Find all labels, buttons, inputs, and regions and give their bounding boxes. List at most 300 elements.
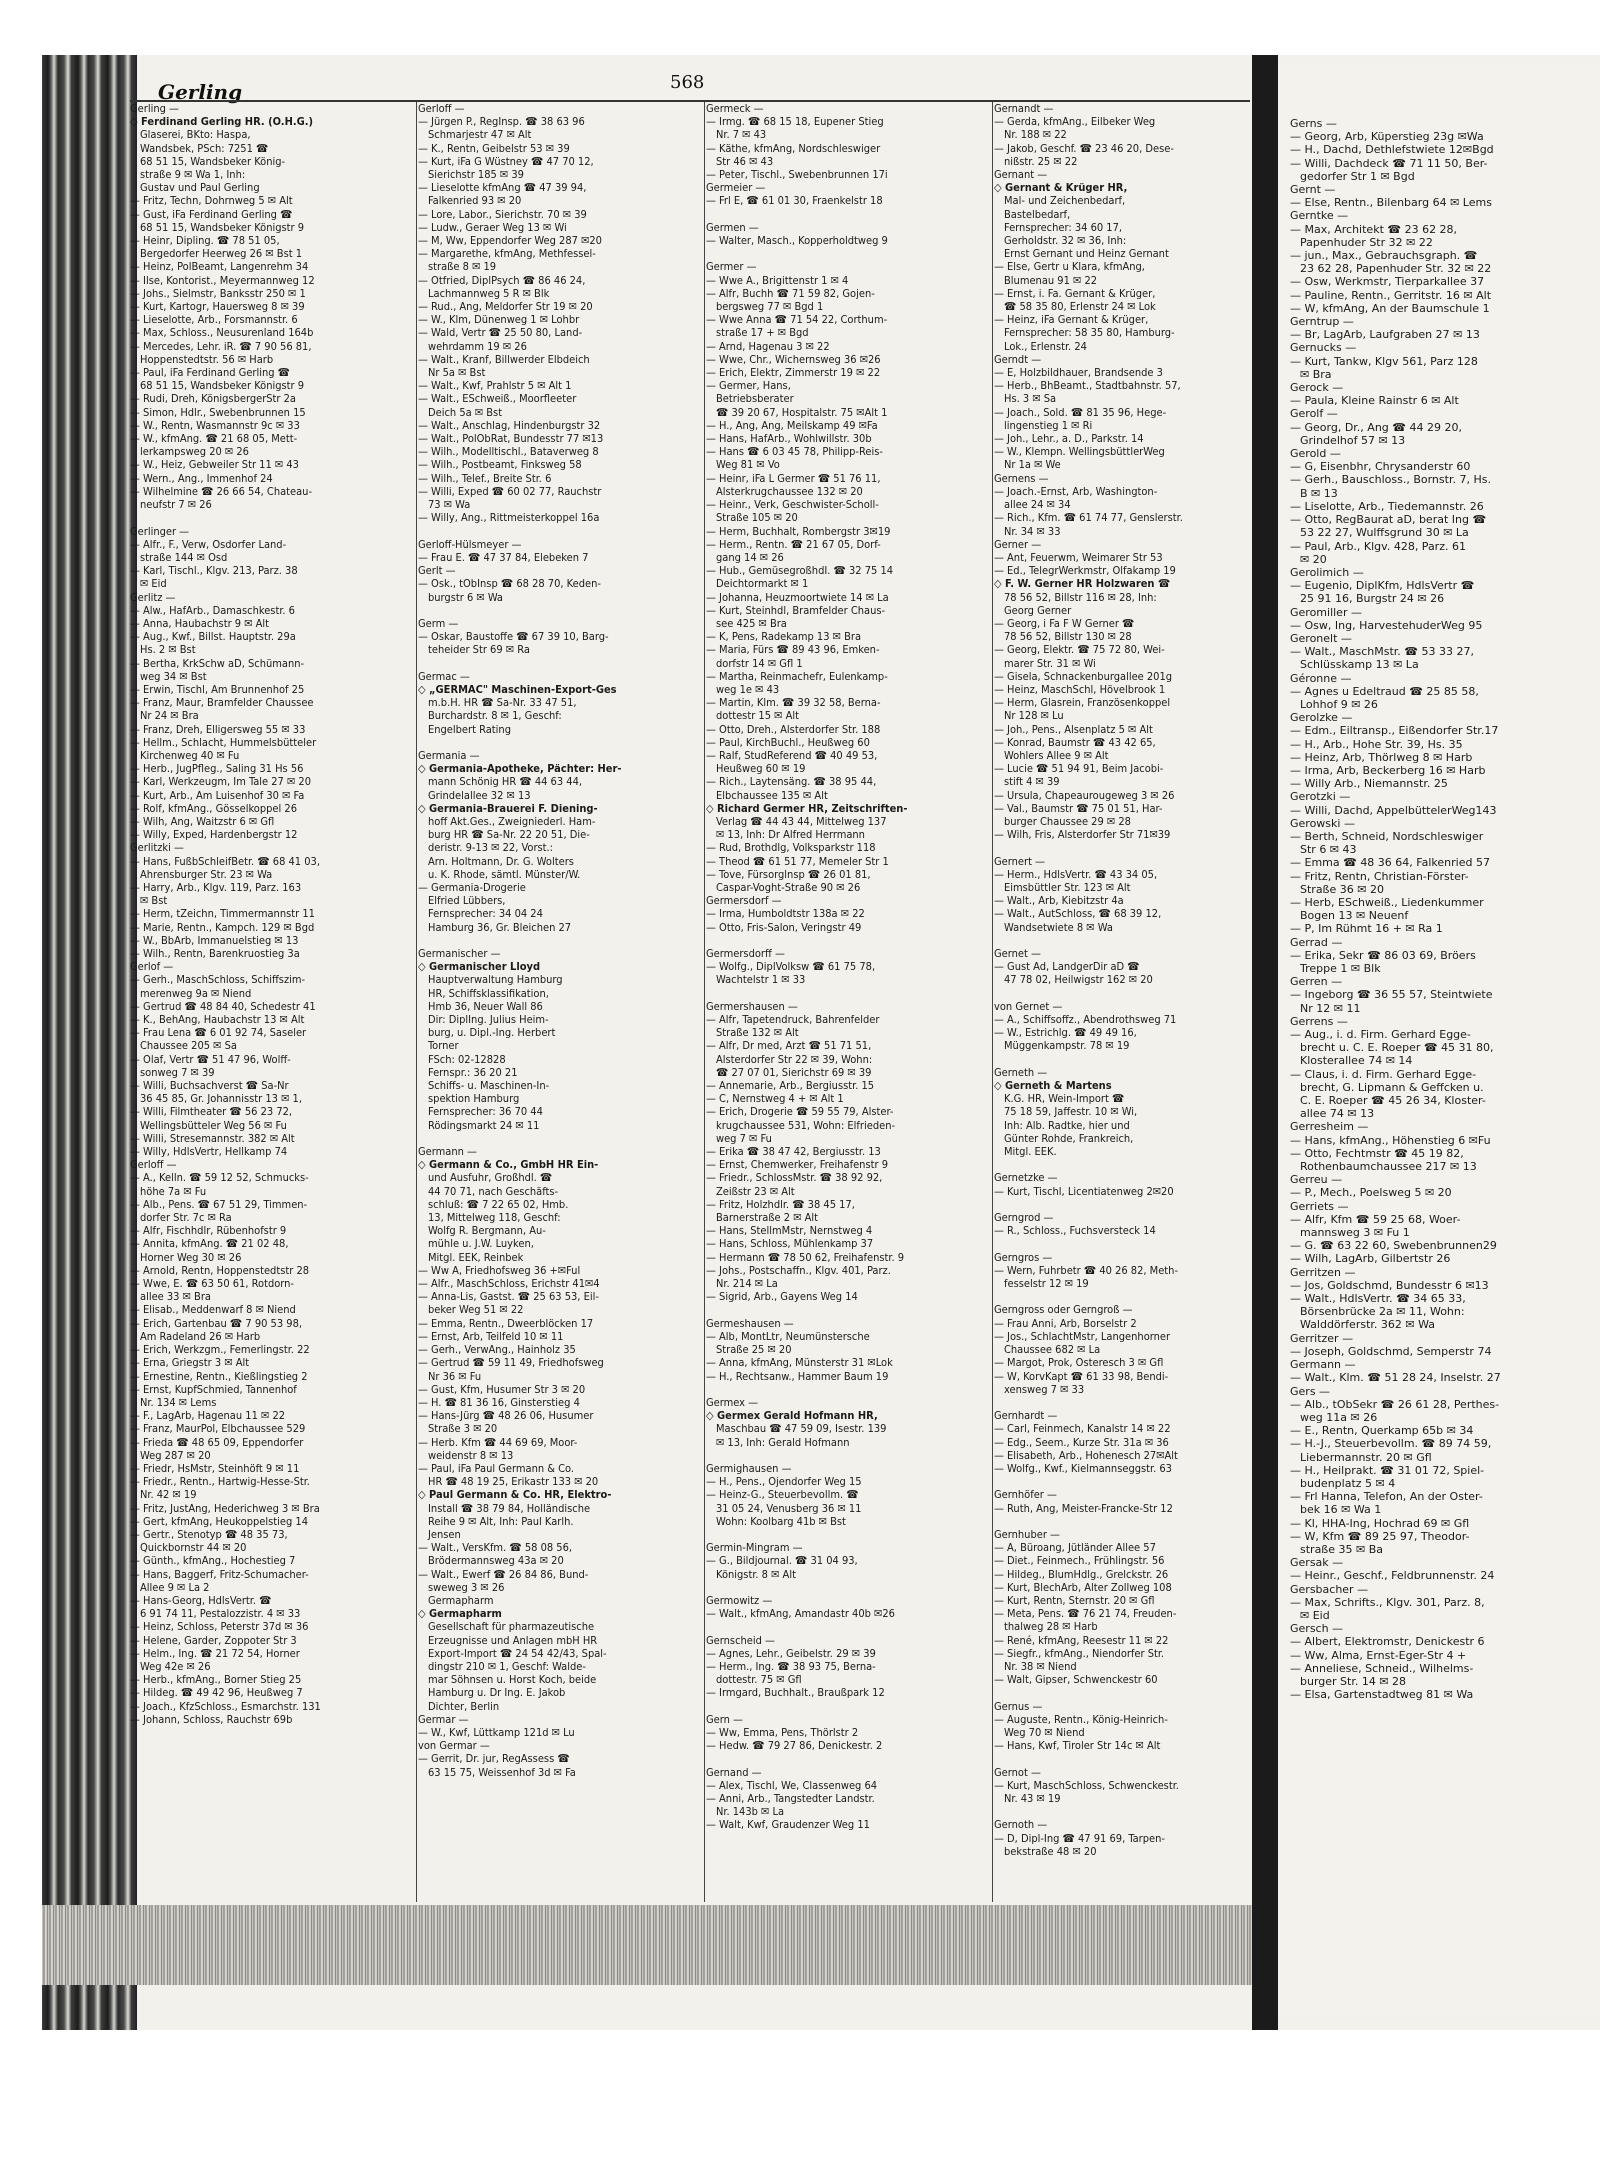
directory-line: Gernot — xyxy=(994,1765,1041,1779)
directory-line xyxy=(994,1752,1279,1765)
directory-line: Glaserei, BKto: Haspa, xyxy=(140,128,251,142)
directory-line: m.b.H. HR ☎ Sa-Nr. 33 47 51, xyxy=(428,696,577,710)
directory-line: — Agnes, Lehr., Geibelstr. 29 ✉ 39 xyxy=(706,1646,876,1660)
directory-line: — Irmgard, Buchhalt., Braußpark 12 xyxy=(706,1686,885,1700)
binding-text xyxy=(48,135,78,695)
directory-line: Weg 81 ✉ Vo xyxy=(716,458,780,472)
directory-line: — Willy, Ang., Rittmeisterkoppel 16a xyxy=(418,511,600,525)
directory-line: Fernsprecher: 34 60 17, xyxy=(1004,220,1123,234)
directory-line: Germania — xyxy=(418,748,480,762)
directory-line: Geronelt — xyxy=(1290,631,1352,645)
directory-line: — Elsa, Gartenstadtweg 81 ✉ Wa xyxy=(1290,1688,1474,1702)
directory-line: — Osw, Ing, HarvestehuderWeg 95 xyxy=(1290,618,1483,632)
directory-line: — Alfr, Tapetendruck, Bahrenfelder xyxy=(706,1013,880,1027)
directory-line: — Georg, Dr., Ang ☎ 44 29 20, xyxy=(1290,420,1462,434)
directory-line: Gustav und Paul Gerling xyxy=(140,181,260,195)
directory-line: — Val., Baumstr ☎ 75 01 51, Har- xyxy=(994,801,1163,815)
directory-line: gedorfer Str 1 ✉ Bgd xyxy=(1300,169,1415,183)
directory-line: Caspar-Voght-Straße 90 ✉ 26 xyxy=(716,880,861,894)
directory-line: von Gernet — xyxy=(994,999,1063,1013)
directory-line: — Johann, Schloss, Rauchstr 69b xyxy=(130,1712,293,1726)
directory-line: Nr. 134 ✉ Lems xyxy=(140,1395,217,1409)
directory-line xyxy=(130,511,415,524)
directory-line: Gerold — xyxy=(1290,447,1341,461)
directory-line: — Wwe Anna ☎ 71 54 22, Corthum- xyxy=(706,313,888,327)
directory-line: — Tove, Fürsorglnsp ☎ 26 01 81, xyxy=(706,867,871,881)
directory-line: Maschbau ☎ 47 59 09, Isestr. 139 xyxy=(716,1422,887,1436)
directory-line: Alsterdorfer Str 22 ✉ 39, Wohn: xyxy=(716,1052,873,1066)
directory-line: Gerloff — xyxy=(130,1158,177,1172)
directory-line: straße 144 ✉ Osd xyxy=(140,550,228,564)
directory-line: — Wilh, Ang, Waitzstr 6 ✉ Gfl xyxy=(130,814,275,828)
directory-line: Gernhöfer — xyxy=(994,1488,1057,1502)
running-head-name: Gerling xyxy=(158,80,243,104)
directory-line: — Walt., PolObRat, Bundesstr 77 ✉13 xyxy=(418,432,604,446)
directory-line: — Anna-Lis, Gastst. ☎ 25 63 53, Eil- xyxy=(418,1290,599,1304)
directory-line: — Otto, Fris-Salon, Veringstr 49 xyxy=(706,920,862,934)
directory-line: ☎ 58 35 80, Erlenstr 24 ✉ Lok xyxy=(1004,300,1156,314)
directory-line: — Kurt, iFa G Wüstney ☎ 47 70 12, xyxy=(418,154,594,168)
directory-line: — Carl, Feinmech, Kanalstr 14 ✉ 22 xyxy=(994,1422,1171,1436)
directory-line: — Georg, Elektr. ☎ 75 72 80, Wei- xyxy=(994,643,1165,657)
directory-line: — Ilse, Kontorist., Meyermannweg 12 xyxy=(130,273,315,287)
directory-line: Brödermannsweg 43a ✉ 20 xyxy=(428,1554,564,1568)
directory-line: — Alfr, Dr med, Arzt ☎ 51 71 51, xyxy=(706,1039,872,1053)
directory-line: — Rud, Brothdlg, Volksparkstr 118 xyxy=(706,841,876,855)
directory-line: 78 56 52, Billstr 116 ✉ 28, Inh: xyxy=(1004,590,1157,604)
directory-line: neufstr 7 ✉ 26 xyxy=(140,498,212,512)
directory-line: — E., Rentn, Querkamp 65b ✉ 34 xyxy=(1290,1424,1474,1438)
directory-line: — Willy, HdlsVertr, Hellkamp 74 xyxy=(130,1145,288,1159)
directory-line: — Walt., VersKfm. ☎ 58 08 56, xyxy=(418,1541,573,1555)
directory-line: — Walter, Masch., Kopperholdtweg 9 xyxy=(706,234,888,248)
directory-line: — R., Schloss., Fuchsversteck 14 xyxy=(994,1224,1156,1238)
directory-line: Gerlt — xyxy=(418,564,456,578)
directory-line: Hs. 2 ✉ Bst xyxy=(140,643,196,657)
directory-line xyxy=(994,1158,1279,1171)
directory-line: — Edg., Seem., Kurze Str. 31a ✉ 36 xyxy=(994,1435,1169,1449)
directory-line: höhe 7a ✉ Fu xyxy=(140,1184,207,1198)
directory-line: — Irma, Arb, Beckerberg 16 ✉ Harb xyxy=(1290,763,1486,777)
directory-line: — Agnes u Edeltraud ☎ 25 85 58, xyxy=(1290,684,1479,698)
directory-line: — Marie, Rentn., Kampch. 129 ✉ Bgd xyxy=(130,920,315,934)
directory-line: — Pauline, Rentn., Gerritstr. 16 ✉ Alt xyxy=(1290,288,1492,302)
directory-line: — Emma ☎ 48 36 64, Falkenried 57 xyxy=(1290,856,1490,870)
directory-line: Gerriets — xyxy=(1290,1199,1349,1213)
directory-line: — Hedw. ☎ 79 27 86, Denickestr. 2 xyxy=(706,1739,883,1753)
directory-line: — Heinr, Dipling. ☎ 78 51 05, xyxy=(130,234,280,248)
directory-line: 25 91 16, Burgstr 24 ✉ 26 xyxy=(1300,592,1445,606)
directory-line: — Herb., kfmAng., Borner Stieg 25 xyxy=(130,1673,302,1687)
directory-line: — Gertrud ☎ 48 84 40, Schedestr 41 xyxy=(130,999,316,1013)
directory-line: — Ludw., Geraer Weg 13 ✉ Wi xyxy=(418,220,567,234)
directory-line: — W., Heiz, Gebweiler Str 11 ✉ 43 xyxy=(130,458,299,472)
directory-line: — Germania-Drogerie xyxy=(418,880,526,894)
directory-line xyxy=(418,525,703,538)
directory-line: — Max, Schloss., Neusurenland 164b xyxy=(130,326,314,340)
directory-line: 13, Mittelweg 118, Geschf: xyxy=(428,1211,561,1225)
directory-line: u. K. Rhode, sämtl. Münster/W. xyxy=(428,867,581,881)
directory-line: — Franz, Dreh, Elligersweg 55 ✉ 33 xyxy=(130,722,306,736)
directory-line: — W, Kfm ☎ 89 25 97, Theodor- xyxy=(1290,1529,1470,1543)
directory-line: straße 8 ✉ 19 xyxy=(428,260,497,274)
directory-line: ◇ Germapharm xyxy=(418,1607,502,1621)
directory-line: — Paul, iFa Paul Germann & Co. xyxy=(418,1461,575,1475)
directory-line: — Ernst, i. Fa. Gernant & Krüger, xyxy=(994,286,1156,300)
directory-line: 68 51 15, Wandsbeker Königstr 9 xyxy=(140,220,305,234)
directory-line: Walddörferstr. 362 ✉ Wa xyxy=(1300,1318,1436,1332)
directory-line: — Hans, Schloss, Mühlenkamp 37 xyxy=(706,1237,874,1251)
directory-line: — Otto, Dreh., Alsterdorfer Str. 188 xyxy=(706,722,881,736)
directory-line: Mitgl. EEK, Reinbek xyxy=(428,1250,524,1264)
directory-line: Hs. 3 ✉ Sa xyxy=(1004,392,1057,406)
directory-line: — W, KorvKapt ☎ 61 33 98, Bendi- xyxy=(994,1369,1169,1383)
directory-line: und Ausfuhr, Großhdl. ☎ xyxy=(428,1171,553,1185)
directory-line: burger Chaussee 29 ✉ 28 xyxy=(1004,814,1131,828)
directory-line: — Gertr., Stenotyp ☎ 48 35 73, xyxy=(130,1527,288,1541)
directory-line: Quickbornstr 44 ✉ 20 xyxy=(140,1541,247,1555)
directory-line: Nr. 214 ✉ La xyxy=(716,1277,778,1291)
directory-line: 23 62 28, Papenhuder Str. 32 ✉ 22 xyxy=(1300,262,1492,276)
directory-line: Germersdorff — xyxy=(706,947,785,960)
directory-line: Nr. 188 ✉ 22 xyxy=(1004,128,1067,142)
directory-line: — Walt., AutSchloss, ☎ 68 39 12, xyxy=(994,907,1162,921)
directory-line: — Hans-Georg, HdlsVertr. ☎ xyxy=(130,1593,272,1607)
directory-line: — P., Mech., Poelsweg 5 ✉ 20 xyxy=(1290,1186,1452,1200)
directory-line: burg HR ☎ Sa-Nr. 22 20 51, Die- xyxy=(428,828,590,842)
directory-line: Liebermannstr. 20 ✉ Gfl xyxy=(1300,1450,1432,1464)
directory-line: Barnerstraße 2 ✉ Alt xyxy=(716,1211,819,1225)
directory-line: 78 56 52, Billstr 130 ✉ 28 xyxy=(1004,630,1132,644)
directory-line: beker Weg 51 ✉ 22 xyxy=(428,1303,524,1317)
directory-line: — Fritz, JustAng, Hederichweg 3 ✉ Bra xyxy=(130,1501,320,1515)
directory-line: dottestr. 75 ✉ Gfl xyxy=(716,1673,802,1687)
directory-line: Heußweg 60 ✉ 19 xyxy=(716,762,806,776)
directory-line: Germapharm xyxy=(428,1593,494,1607)
directory-line: — W, kfmAng, An der Baumschule 1 xyxy=(1290,301,1490,315)
directory-line: — Paul, Arb., Klgv. 428, Parz. 61 xyxy=(1290,539,1466,553)
directory-line: — Johs., Sielmstr, Banksstr 250 ✉ 1 xyxy=(130,286,306,300)
directory-line: — Martha, Reinmachefr, Eulenkamp- xyxy=(706,669,888,683)
directory-line xyxy=(418,934,703,947)
directory-line: — Rich., Kfm. ☎ 61 74 77, Genslerstr. xyxy=(994,511,1183,525)
directory-line: burger Str. 14 ✉ 28 xyxy=(1300,1674,1407,1688)
directory-line: — Hans-Jürg ☎ 48 26 06, Husumer xyxy=(418,1409,594,1423)
directory-line: — Herm., Ing. ☎ 38 93 75, Berna- xyxy=(706,1659,876,1673)
directory-line: — Paula, Kleine Rainstr 6 ✉ Alt xyxy=(1290,394,1459,408)
directory-line: Gernandt — xyxy=(994,102,1054,115)
directory-line: — Mercedes, Lehr. iR. ☎ 7 90 56 81, xyxy=(130,339,312,353)
directory-line: Elbchaussee 135 ✉ Alt xyxy=(716,788,828,802)
directory-line: 36 45 85, Gr. Johannisstr 13 ✉ 1, xyxy=(140,1092,302,1106)
directory-line: Wellingsbütteler Weg 56 ✉ Fu xyxy=(140,1118,287,1132)
directory-line: — Ursula, Chapeaurougeweg 3 ✉ 26 xyxy=(994,788,1175,802)
directory-line: ◇ Paul Germann & Co. HR, Elektro- xyxy=(418,1488,612,1502)
directory-line: — Frau Lena ☎ 6 01 92 74, Saseler xyxy=(130,1026,307,1040)
directory-line: — Diet., Feinmech., Frühlingstr. 56 xyxy=(994,1554,1165,1568)
directory-line: straße 17 + ✉ Bgd xyxy=(716,326,809,340)
directory-line: Gerneth — xyxy=(994,1065,1048,1079)
directory-line: — Erwin, Tischl, Am Brunnenhof 25 xyxy=(130,682,305,696)
directory-line: — Heinz-G., Steuerbevollm. ☎ xyxy=(706,1488,859,1502)
directory-line: Straße 3 ✉ 20 xyxy=(428,1422,498,1436)
directory-line: sweweg 3 ✉ 26 xyxy=(428,1580,505,1594)
directory-line: — Alb, MontLtr, Neumünstersche xyxy=(706,1329,870,1343)
directory-line: — Heinr., Geschf., Feldbrunnenstr. 24 xyxy=(1290,1569,1495,1583)
directory-line: — Wolfg., DiplVolksw ☎ 61 75 78, xyxy=(706,960,876,974)
directory-line: Gerloff — xyxy=(418,102,465,115)
directory-line: — Olaf, Vertr ☎ 51 47 96, Wolff- xyxy=(130,1052,291,1066)
directory-line: — Alfr., F., Verw, Osdorfer Land- xyxy=(130,537,287,551)
directory-line: Germen — xyxy=(706,220,759,234)
directory-line: Gernand — xyxy=(706,1765,762,1779)
directory-line xyxy=(706,987,991,1000)
directory-line: — Wald, Vertr ☎ 25 50 80, Land- xyxy=(418,326,583,340)
directory-line: — Wwe, Chr., Wichernsweg 36 ✉26 xyxy=(706,352,881,366)
directory-line: 68 51 15, Wandsbeker König- xyxy=(140,154,286,168)
directory-line: — Helm., Ing. ☎ 21 72 54, Horner xyxy=(130,1646,300,1660)
directory-line: — Walt., Klm. ☎ 51 28 24, Inselstr. 27 xyxy=(1290,1371,1501,1385)
directory-line: Nr 5a ✉ Bst xyxy=(428,366,486,380)
directory-line: — Gertrud ☎ 59 11 49, Friedhofsweg xyxy=(418,1356,604,1370)
directory-line: — Max, Schrifts., Klgv. 301, Parz. 8, xyxy=(1290,1595,1485,1609)
directory-line: — Willy Arb., Niemannstr. 25 xyxy=(1290,777,1448,791)
directory-line: — C, Nernstweg 4 + ✉ Alt 1 xyxy=(706,1092,844,1106)
directory-line xyxy=(418,604,703,617)
directory-line: — Alfr, Fischhdlr, Rübenhofstr 9 xyxy=(130,1224,287,1238)
directory-line: ◇ Germann & Co., GmbH HR Ein- xyxy=(418,1158,599,1172)
directory-line: — W., Klempn. WellingsbüttlerWeg xyxy=(994,445,1165,459)
directory-line: Erzeugnisse und Anlagen mbH HR xyxy=(428,1633,598,1647)
directory-line: Nr. 34 ✉ 33 xyxy=(1004,524,1061,538)
directory-line: lerkampsweg 20 ✉ 26 xyxy=(140,445,249,459)
directory-line: Nr. 143b ✉ La xyxy=(716,1805,785,1819)
directory-line: — Edm., Eiltransp., Eißendorfer Str.17 xyxy=(1290,724,1499,738)
directory-line: bek 16 ✉ Wa 1 xyxy=(1300,1503,1382,1517)
directory-line: — Peter, Tischl., Swebenbrunnen 17i xyxy=(706,168,888,182)
directory-line: — D, Dipl-Ing ☎ 47 91 69, Tarpen- xyxy=(994,1831,1165,1845)
directory-line: — Walt., Anschlag, Hindenburgstr 32 xyxy=(418,418,601,432)
directory-line: — Hellm., Schlacht, Hummelsbütteler xyxy=(130,735,317,749)
directory-line: — René, kfmAng, Reesestr 11 ✉ 22 xyxy=(994,1633,1169,1647)
directory-line: — Friedr., SchlossMstr. ☎ 38 92 92, xyxy=(706,1171,883,1185)
directory-line: ◇ Germanischer Lloyd xyxy=(418,960,541,974)
directory-line: 63 15 75, Weissenhof 3d ✉ Fa xyxy=(428,1765,576,1779)
directory-line: — Ruth, Ang, Meister-Francke-Str 12 xyxy=(994,1501,1173,1515)
directory-line: Arn. Holtmann, Dr. G. Wolters xyxy=(428,854,574,868)
directory-line: — Kurt, Tischl, Licentiatenweg 2✉20 xyxy=(994,1184,1174,1198)
directory-line: — Kurt, Tankw, Klgv 561, Parz 128 xyxy=(1290,354,1478,368)
directory-line: Install ☎ 38 79 84, Holländische xyxy=(428,1501,591,1515)
directory-line: ✉ Eid xyxy=(1300,1608,1330,1622)
directory-line: — Herm, Glasrein, Französenkoppel xyxy=(994,696,1171,710)
directory-line: Germann — xyxy=(1290,1358,1356,1372)
directory-line: — Lore, Labor., Sierichstr. 70 ✉ 39 xyxy=(418,207,587,221)
directory-line: — Siegfr., kfmAng., Niendorfer Str. xyxy=(994,1646,1165,1660)
directory-line: Hoppenstedtstr. 56 ✉ Harb xyxy=(140,352,274,366)
directory-line: mühle u. J.W. Luyken, xyxy=(428,1237,534,1251)
directory-line: — Hans, Kwf, Tiroler Str 14c ✉ Alt xyxy=(994,1739,1161,1753)
directory-line xyxy=(994,1237,1279,1250)
directory-line: Straße 25 ✉ 20 xyxy=(716,1343,792,1357)
directory-line xyxy=(706,1383,991,1396)
directory-line: — Anneliese, Schneid., Wilhelms- xyxy=(1290,1661,1474,1675)
column-divider xyxy=(416,102,417,1902)
directory-line: sonweg 7 ✉ 39 xyxy=(140,1065,215,1079)
directory-line: Ernst Gernant und Heinz Gernant xyxy=(1004,247,1169,261)
directory-line: marer Str. 31 ✉ Wi xyxy=(1004,656,1096,670)
directory-column-3 xyxy=(706,102,991,1912)
directory-line: Gerrens — xyxy=(1290,1014,1348,1028)
directory-line: ◇ Ferdinand Gerling HR. (O.H.G.) xyxy=(130,115,314,129)
directory-line: — Emma, Rentn., Dweerblöcken 17 xyxy=(418,1316,594,1330)
directory-line: — W., Estrichlg. ☎ 49 49 16, xyxy=(994,1026,1137,1040)
directory-line: — H., Rechtsanw., Hammer Baum 19 xyxy=(706,1369,889,1383)
directory-line: Fernsprecher: 34 04 24 xyxy=(428,907,543,921)
directory-line: ☎ 27 07 01, Sierichstr 69 ✉ 39 xyxy=(716,1065,872,1079)
directory-line: — Joach.-Ernst, Arb, Washington- xyxy=(994,484,1158,498)
directory-line: — Joach., KfzSchloss., Esmarchstr. 131 xyxy=(130,1699,321,1713)
directory-line: C. E. Roeper ☎ 45 26 34, Kloster- xyxy=(1300,1094,1486,1108)
directory-line: Germer — xyxy=(706,260,757,274)
directory-line: — Kurt, Arb., Am Luisenhof 30 ✉ Fa xyxy=(130,788,305,802)
directory-line: Gerlof — xyxy=(130,960,174,974)
directory-line: — Walt., kfmAng, Amandastr 40b ✉26 xyxy=(706,1607,895,1621)
directory-line: — W., Klm, Dünenweg 1 ✉ Lohbr xyxy=(418,313,580,327)
directory-line: Burchardstr. 8 ✉ 1, Geschf: xyxy=(428,709,562,723)
directory-line: Inh: Alb. Radtke, hier und xyxy=(1004,1118,1130,1132)
directory-line: Germighausen — xyxy=(706,1461,792,1475)
directory-line: — Gerh., Bauschloss., Bornstr. 7, Hs. xyxy=(1290,473,1491,487)
directory-line: — Fritz, Techn, Dohrnweg 5 ✉ Alt xyxy=(130,194,293,208)
directory-line: — F., LagArb, Hagenau 11 ✉ 22 xyxy=(130,1409,286,1423)
directory-line: brecht u. C. E. Roeper ☎ 45 31 80, xyxy=(1300,1041,1494,1055)
directory-line: — Claus, i. d. Firm. Gerhard Egge- xyxy=(1290,1067,1477,1081)
directory-line: — Hans, HafArb., Wohlwillstr. 30b xyxy=(706,432,872,446)
directory-line: Mitgl. EEK. xyxy=(1004,1145,1057,1159)
directory-line: Germar — xyxy=(418,1712,469,1726)
directory-line: — Walt, Kwf, Graudenzer Weg 11 xyxy=(706,1818,870,1832)
directory-line: — Liselotte, Arb., Tiedemannstr. 26 xyxy=(1290,499,1484,513)
directory-line: ◇ Germex Gerald Hofmann HR, xyxy=(706,1409,878,1423)
directory-line: — Alw., HafArb., Damaschkestr. 6 xyxy=(130,603,295,617)
directory-line: — Frieda ☎ 48 65 09, Eppendorfer xyxy=(130,1435,304,1449)
directory-line: — Oskar, Baustoffe ☎ 67 39 10, Barg- xyxy=(418,630,609,644)
directory-line: — H., Arb., Hohe Str. 39, Hs. 35 xyxy=(1290,737,1463,751)
directory-line: Gerolimich — xyxy=(1290,565,1364,579)
directory-line: — Herb., BhBeamt., Stadtbahnstr. 57, xyxy=(994,379,1181,393)
directory-line: Gernscheid — xyxy=(706,1633,775,1647)
directory-line: — Kurt, Rentn, Sternstr. 20 ✉ Gfl xyxy=(994,1593,1155,1607)
directory-line: Chaussee 205 ✉ Sa xyxy=(140,1039,237,1053)
directory-line: — Johs., Postschaffn., Klgv. 401, Parz. xyxy=(706,1263,891,1277)
directory-line: — K., Rentn, Geibelstr 53 ✉ 39 xyxy=(418,141,570,155)
directory-line xyxy=(994,841,1279,854)
directory-line: ✉ 13, Inh: Dr Alfred Herrmann xyxy=(716,828,865,842)
directory-line: Gers — xyxy=(1290,1384,1331,1398)
directory-line: — Annita, kfmAng. ☎ 21 02 48, xyxy=(130,1237,289,1251)
directory-line: — Alfr., MaschSchloss, Erichstr 41✉4 xyxy=(418,1277,600,1291)
directory-line: Engelbert Rating xyxy=(428,722,511,736)
directory-line: ◇ Germania-Apotheke, Pächter: Her- xyxy=(418,762,622,776)
directory-line: — Hans, StellmMstr, Nernstweg 4 xyxy=(706,1224,873,1238)
directory-line: — Max, Architekt ☎ 23 62 28, xyxy=(1290,222,1458,236)
directory-line: Germowitz — xyxy=(706,1593,773,1607)
directory-line: 53 22 27, Wulffsgrund 30 ✉ La xyxy=(1300,526,1469,540)
directory-line: weidenstr 8 ✉ 13 xyxy=(428,1448,514,1462)
page-number: 568 xyxy=(670,72,705,93)
directory-line: ✉ Bst xyxy=(140,894,168,908)
directory-line: — Alfr, Buchh ☎ 71 59 82, Gojen- xyxy=(706,286,875,300)
directory-line: — Käthe, kfmAng, Nordschleswiger xyxy=(706,141,881,155)
directory-line: Géronne — xyxy=(1290,671,1352,685)
directory-line: dingstr 210 ✉ 1, Geschf: Walde- xyxy=(428,1659,586,1673)
directory-line xyxy=(994,1686,1279,1699)
directory-line: — M, Ww, Eppendorfer Weg 287 ✉20 xyxy=(418,234,602,248)
directory-line: — H., Ang, Ang, Meilskamp 49 ✉Fa xyxy=(706,418,878,432)
directory-line: K.G. HR, Wein-Import ☎ xyxy=(1004,1092,1125,1106)
directory-line xyxy=(706,208,991,221)
directory-line: Gerholdstr. 32 ✉ 36, Inh: xyxy=(1004,234,1127,248)
directory-line: Weg 42e ✉ 26 xyxy=(140,1659,211,1673)
directory-line: Nr 1a ✉ We xyxy=(1004,458,1061,472)
directory-line: — Walt., HdlsVertr. ☎ 34 65 33, xyxy=(1290,1292,1466,1306)
directory-line: — Joach., Sold. ☎ 81 35 96, Hege- xyxy=(994,405,1167,419)
directory-line: deristr. 9-13 ✉ 22, Vorst.: xyxy=(428,841,554,855)
directory-line: Eimsbüttler Str. 123 ✉ Alt xyxy=(1004,880,1131,894)
directory-line: — Aug., Kwf., Billst. Hauptstr. 29a xyxy=(130,630,296,644)
directory-column-4 xyxy=(994,102,1279,1912)
directory-line: — Gust, Kfm, Husumer Str 3 ✉ 20 xyxy=(418,1382,586,1396)
directory-line: Gerlitzki — xyxy=(130,841,184,855)
directory-line: — Auguste, Rentn., König-Heinrich- xyxy=(994,1712,1168,1726)
directory-line: Nr 36 ✉ Fu xyxy=(428,1369,482,1383)
directory-line: Nr 24 ✉ Bra xyxy=(140,709,199,723)
directory-line: — H.-J., Steuerbevollm. ☎ 89 74 59, xyxy=(1290,1437,1492,1451)
directory-line: — Maria, Fürs ☎ 89 43 96, Emken- xyxy=(706,643,880,657)
directory-line: — Willi, Dachd, AppelbüttelerWeg143 xyxy=(1290,803,1497,817)
directory-line xyxy=(994,1290,1279,1303)
directory-line: — Alb., Pens. ☎ 67 51 29, Timmen- xyxy=(130,1197,308,1211)
directory-line: Gerritzen — xyxy=(1290,1265,1356,1279)
directory-line: Wolfg R. Bergmann, Au- xyxy=(428,1224,546,1238)
directory-line: Germann — xyxy=(418,1145,477,1159)
directory-line: — Hans, Baggerf, Fritz-Schumacher- xyxy=(130,1567,309,1581)
directory-line: — Hub., GemüsegroßhdI. ☎ 32 75 14 xyxy=(706,564,894,578)
directory-line: — Frau E. ☎ 47 37 84, Elebeken 7 xyxy=(418,550,589,564)
directory-line: Gerlitz — xyxy=(130,590,176,604)
directory-line xyxy=(706,1700,991,1713)
directory-line: — Ernst, KupfSchmied, Tannenhof xyxy=(130,1382,297,1396)
directory-line: Gerolzke — xyxy=(1290,711,1353,725)
directory-line: Gerolf — xyxy=(1290,407,1338,421)
directory-line: Gernet — xyxy=(994,947,1041,960)
directory-line: Dir: DiplIng. Julius Heim- xyxy=(428,1013,549,1027)
directory-line: — Rolf, kfmAng., Gösselkoppel 26 xyxy=(130,801,298,815)
directory-line: — Lucie ☎ 51 94 91, Beim Jacobi- xyxy=(994,762,1164,776)
directory-line: — Ernst, Chemwerker, Freihafenstr 9 xyxy=(706,1158,888,1172)
directory-line: Germershausen — xyxy=(706,999,798,1013)
directory-line: — Otfried, DiplPsych ☎ 86 46 24, xyxy=(418,273,586,287)
directory-line: 75 18 59, Jaffestr. 10 ✉ Wi, xyxy=(1004,1105,1138,1119)
directory-line: HR ☎ 48 19 25, Erikastr 133 ✉ 20 xyxy=(428,1475,599,1489)
directory-line: — Anni, Arb., Tangstedter Landstr. xyxy=(706,1792,875,1805)
directory-line: ◇ F. W. Gerner HR Holzwaren ☎ xyxy=(994,577,1171,591)
directory-line: — Theod ☎ 61 51 77, Memeler Str 1 xyxy=(706,854,889,868)
column-divider xyxy=(704,102,705,1902)
directory-line: Rödingsmarkt 24 ✉ 11 xyxy=(428,1118,540,1132)
directory-line: — Wilhelmine ☎ 26 66 54, Chateau- xyxy=(130,484,313,498)
